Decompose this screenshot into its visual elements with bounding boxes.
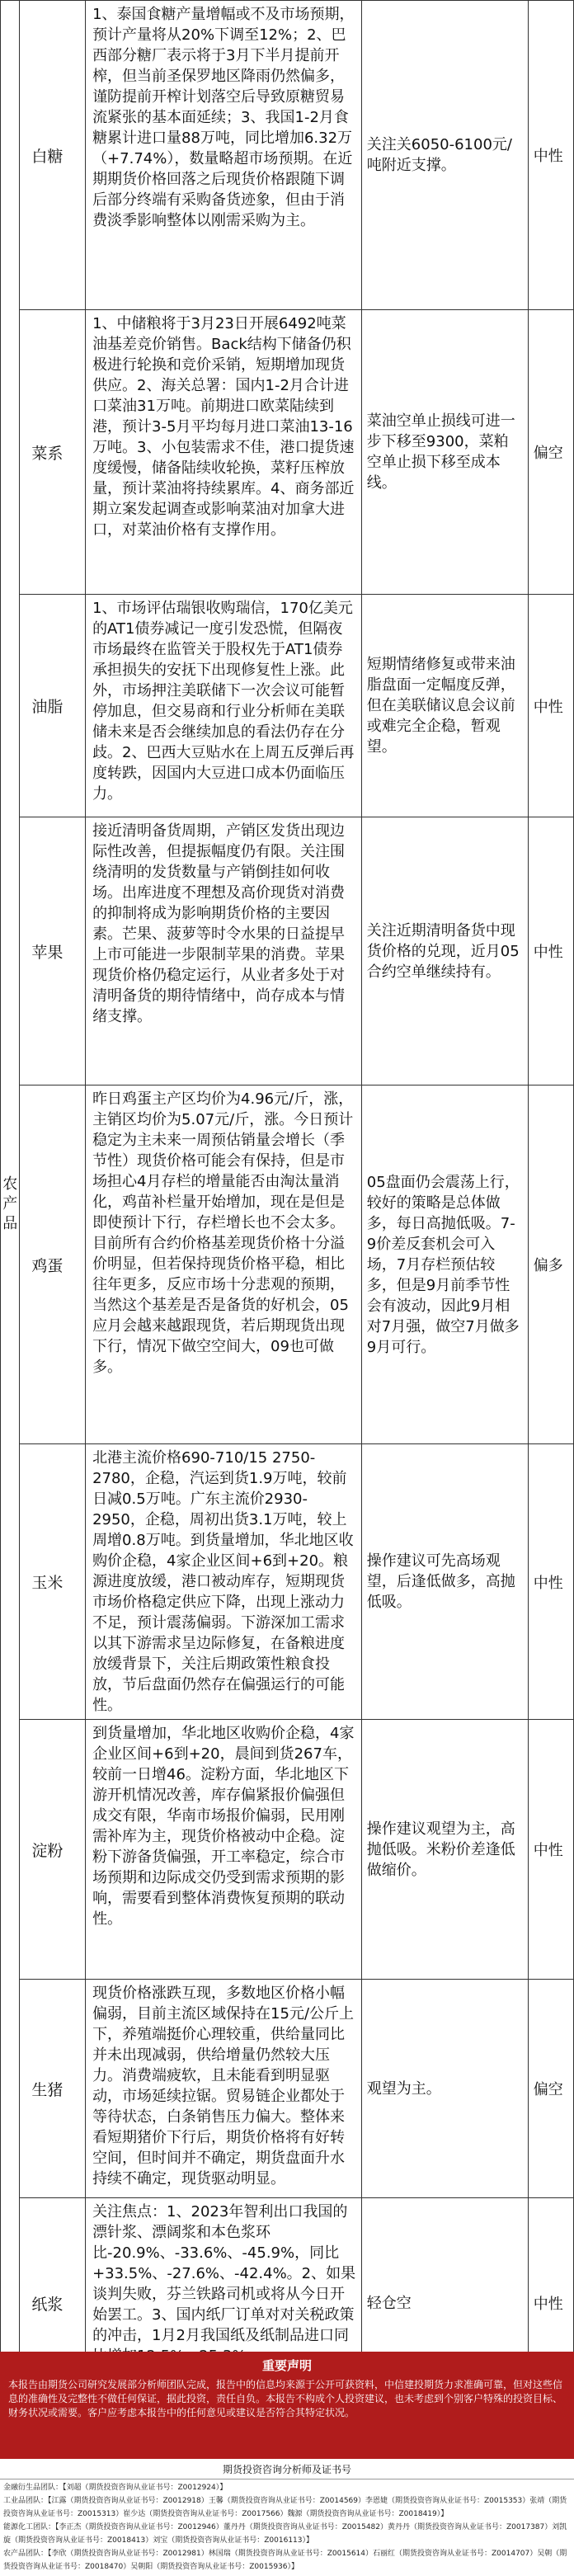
market-analysis	[86, 1444, 362, 1720]
market-view: 偏空	[528, 1980, 573, 2198]
analyst-line: 工业品团队：【江露（期货投资咨询从业证书号：Z0012918）王馨（期货投资咨询从业证书号：Z0014569）李恩婕（期货投资咨询从业证书号：Z0015353）张靖（期货投资咨询从业证书号：Z0015313）崔少达（期货投资咨询从业证书号：Z0017566）魏源（期货投资咨询从业证书号：Z0018419）】	[3, 2497, 567, 2518]
trading-advice: 短期情绪修复或带来油脂盘面一定幅度反弹，但在美联储议息会议前或难完全企稳，暂观望。	[361, 595, 528, 817]
market-view: 偏多	[528, 1085, 573, 1444]
trading-advice: 05盘面仍会震荡上行，较好的策略是总体做多，每日高抛低吸。7-9价差反套机会可入场，7月存栏预估较多，但是9月前季节性会有波动，因此9月相对7月强，做空7月做多9月可行。	[361, 1085, 528, 1444]
commodity-name: 纸浆	[20, 2198, 86, 2409]
commodity-name: 苹果	[20, 817, 86, 1085]
market-view: 中性	[528, 1444, 573, 1720]
market-view: 中性	[528, 595, 573, 817]
analysis-text: 现货价格涨跌互现，多数地区价格小幅偏弱，目前主流区域保持在15元/公斤上下，养殖端挺价心理较重，供给量同比并未出现减弱，供给增量仍然较大压力。消费端疲软，且未能看到明显驱动，市场延续拉锯。贸易链企业都处于等待状态，白条销售压力偏大。整体来看短期猪价下行后，期货价格将有好转空间，但时间并不确定，期货盘面升水持续不确定，现货驱动明显。	[92, 1985, 355, 2187]
analyst-line: 金融衍生品团队：【刘超（期货投资咨询从业证书号：Z0012924）】	[3, 2484, 228, 2492]
analysis-text: 1、泰国食糖产量增幅或不及市场预期，预计产量将从20%下调至12%；2、巴西部分糖厂表示将于3月下半月提前开榨，但当前圣保罗地区降雨仍然偏多，谨防提前开榨计划落空后导致原糖贸易流紧张的基本面延续；3、我国1-2月食糖累计进口量88万吨，同比增加6.32万（+7.74%），数量略超市场预期。在近期期货价格回落之后现货价格跟随下调后部分终端有采购备货迹象，但由于消费淡季影响整体以刚需采购为主。	[92, 6, 355, 229]
analysis-text: 北港主流价格690-710/15 2750-2780，企稳，汽运到货1.9万吨，较前日减0.5万吨。广东主流价2930-2950，企稳，周初出货3.1万吨，较上周增0.8万吨。到货量增加，华北地区收购价企稳，4家企业区间+6到+20。粮源进度放缓，港口被动库存，短期现货市场价格稳定供应下降，出现上涨动力不足，预计震荡偏弱。下游深加工需求以其下游需求呈边际修复，在备粮进度放缓背景下，关注后期政策性粮食投放，节后盘面仍然存在偏强运行的可能性。	[92, 1449, 354, 1714]
market-analysis	[86, 310, 362, 595]
table-row	[1, 1980, 574, 2198]
commodity-name: 玉米	[20, 1444, 86, 1720]
trading-advice: 操作建议观望为主，高抛低吸。米粉价差逢低做缩价。	[361, 1720, 528, 1980]
table-row	[1, 1, 574, 310]
trading-advice: 关注近期清明备货中现货价格的兑现，近月05合约空单继续持有。	[361, 817, 528, 1085]
disclaimer-body: 本报告由期货公司研究发展部分析师团队完成，报告中的信息均来源于公开可获资料，中信建投期货力求准确可靠，但对这些信息的准确性及完整性不做任何保证，据此投资，责任自负。本报告不构成个人投资建议，也未考虑到个别客户特殊的投资目标、财务状况或需要。客户应考虑本报告中的任何意见或建议是否符合其特定状况。	[8, 2379, 563, 2418]
trading-advice: 菜油空单止损线可进一步下移至9300，菜粕空单止损下移至成本线。	[361, 310, 528, 595]
commodity-name: 油脂	[20, 595, 86, 817]
market-view: 中性	[528, 817, 573, 1085]
certificate-heading: 期货投资咨询分析师及证书号	[0, 2461, 574, 2479]
market-view: 中性	[528, 2198, 573, 2409]
trading-advice: 操作建议可先高场观望，后逢低做多，高抛低吸。	[361, 1444, 528, 1720]
commodity-name: 菜系	[20, 310, 86, 595]
table-row	[1, 1720, 574, 1980]
market-view: 偏空	[528, 310, 573, 595]
analysis-text: 关注焦点：1、2023年智利出口我国的漂针浆、漂阔浆和本色浆环比-20.9%、-33.6%、-45.9%，同比+33.5%、-27.6%、-42.4%。2、如果谈判失败，芬兰铁路司机或将从今日开始罢工。3、国内纸厂订单对对关税政策的冲击，1月2月我国纸及纸制品进口同	[92, 2203, 356, 2344]
disclaimer-box	[0, 2352, 574, 2459]
market-analysis	[86, 1085, 362, 1444]
analysis-text: 到货量增加，华北地区收购价企稳，4家企业区间+6到+20，晨间到货267车，较前一日增46。淀粉方面，华北地区下游开机情况改善，库存偏紧报价偏强但成交有限，华南市场报价偏弱，民用刚需补库为主，现货价格被动中企稳。淀粉下游备货偏强，开工率稳定，综合市场预期和边际成交仍受到需求预期的影响，需要看到整体消费恢复预期的联动性。	[92, 1725, 355, 1928]
analysis-text: 接近清明备货周期，产销区发货出现边际性改善，但提振幅度仍有限。关注围绕清明的发货数量与产销倒挂如何收场。出库进度不理想及高价现货对消费的抑制将成为影响期货价格的主要因素。芒果、菠萝等时令水果的日益提早上市可能进一步限制苹果的消费。苹果现货价格仍稳定运行，从业者多处于对清明备货的期待情绪中，尚存成本与情绪支撑。	[92, 822, 346, 1025]
table-row	[1, 817, 574, 1085]
table-row	[1, 310, 574, 595]
commodity-name: 鸡蛋	[20, 1085, 86, 1444]
market-analysis	[86, 817, 362, 1085]
market-analysis	[86, 1980, 362, 2198]
table-row	[1, 1085, 574, 1444]
market-view: 中性	[528, 1720, 573, 1980]
analysis-text: 昨日鸡蛋主产区均价为4.96元/斤，涨，主销区均价为5.07元/斤，涨。今日预计稳定为主未来一周预估销量会增长（季节性）现货价格可能会有保持，但是市场担心4月存栏的增量能否由淘汰量消化，鸡苗补栏量开始增加，现在是但是即使预计下行，存栏增长也不会太多。目前所有合约价格基差现货价格十分溢价明显，但若保持现货价格平稳，相比往年更多，反应市场十分悲观的预期，当然这个基差是否是备货的好机会，05应月会越来越跟现货，若后期现货出现下行，情况下做空空间大，09也可做多。	[92, 1090, 354, 1376]
disclaimer-title: 重要声明	[261, 2358, 312, 2373]
market-analysis	[86, 1, 362, 310]
analyst-line: 能源化工团队：【李正杰（期货投资咨询从业证书号：Z0012946）董丹丹（期货投资咨询从业证书号：Z0015482）黄丹丹（期货投资咨询从业证书号：Z0017387）刘凯旋（期货投资咨询从业证书号：Z0018413）刘宝（期货投资咨询从业证书号：Z0016113）】	[3, 2523, 567, 2545]
sector-label: 农产品	[1, 1, 20, 2409]
market-analysis	[86, 1720, 362, 1980]
trading-advice: 观望为主。	[361, 1980, 528, 2198]
trading-advice: 轻仓空	[361, 2198, 528, 2409]
analyst-line: 农产品团队：【李欣（期货投资咨询从业证书号：Z0012981）林国瑞（期货投资咨询从业证书号：Z0015614）石丽红（期货投资咨询从业证书号：Z0014707）吴朝（期货投资咨询从业证书号：Z0018470）吴朝阳（期货投资咨询从业证书号：Z0015936）】	[3, 2550, 567, 2571]
market-view: 中性	[528, 1, 573, 310]
analyst-list	[3, 2481, 571, 2574]
commodity-name: 淀粉	[20, 1720, 86, 1980]
market-analysis	[86, 595, 362, 817]
commodity-name: 白糖	[20, 1, 86, 310]
table-row	[1, 1444, 574, 1720]
commodity-name: 生猪	[20, 1980, 86, 2198]
analysis-text: 1、市场评估瑞银收购瑞信，170亿美元的AT1债券减记一度引发恐慌，但隔夜市场最终在监管关于股权先于AT1债券承担损失的安抚下出现修复性上涨。此外，市场押注美联储下一次会议可能暂停加息，但交易商和行业分析师在美联储未来是否会继续加息的看法仍存在分歧。2、巴西大豆贴水在上周五反弹后再度转跌，因国内大豆进口成本仍面临压力。	[92, 600, 355, 803]
trading-advice: 关注关6050-6100元/吨附近支撑。	[361, 1, 528, 310]
table-row	[1, 595, 574, 817]
analysis-text: 1、中储粮将于3月23日开展6492吨菜油基差竞价销售。Back结构下储备仍积极进行轮换和竞价采销，短期增加现货供应。2、海关总署：国内1-2月合计进口菜油31万吨。前期进口欧菜陆续到港，预计3-5月平均每月进口菜油13-16万吨。3、小包装需求不佳，港口提货速度缓慢，储备陆续收轮换，菜籽压榨放量，预计菜油将持续累库。4、商务部近期立案发起调查或影响菜油对加拿大进口，对菜油价格有支撑作用。	[92, 315, 355, 539]
